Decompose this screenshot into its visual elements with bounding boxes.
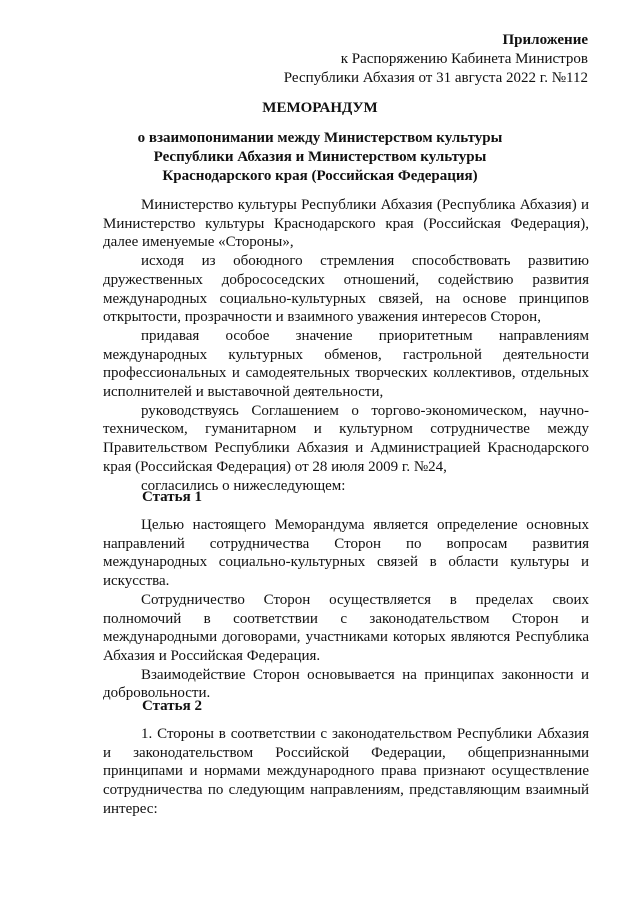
preamble-paragraph: руководствуясь Соглашением о торгово-экономическом, научно-техническом, гуманитарном и культурном сотрудничестве между Правительством Республики Абхазия и Администрацией Краснодарского края (Российская Федерация) от 28 июля 2009 г. №24,	[103, 402, 589, 475]
article-1-heading: Статья 1	[142, 489, 202, 505]
preamble-paragraph: Министерство культуры Республики Абхазия (Республика Абхазия) и Министерство культуры Краснодарского края (Российская Федерация), далее именуемые «Стороны»,	[103, 197, 589, 251]
subtitle-line-2: Республики Абхазия и Министерством культуры	[153, 149, 487, 165]
document-title: МЕМОРАНДУМ	[262, 100, 378, 116]
preamble-paragraph: исходя из обоюдного стремления способствовать развитию дружественных добрососедских отношений, содействию развития международных социально-культурных связей, на основе принципов открытости, прозрачности и взаимного уважения интересов Сторон,	[103, 253, 589, 326]
subtitle-line-1: о взаимопонимании между Министерством культуры	[137, 130, 503, 146]
article-1-paragraph: Целью настоящего Меморандума является определение основных направлений сотрудничества Сторон по вопросам развития международных социально-культурных связей в области культуры и искусства.	[103, 517, 589, 590]
preamble	[103, 196, 589, 495]
subtitle-line-3: Краснодарского края (Российская Федерация)	[162, 168, 478, 184]
preamble-paragraph: согласились о нижеследующем:	[141, 477, 346, 494]
article-1-paragraph: Сотрудничество Сторон осуществляется в пределах своих полномочий в соответствии с законодательством Сторон и международными договорами, участниками которых являются Республика Абхазия и Российская Федерация.	[103, 591, 589, 664]
article-2-paragraph: 1. Стороны в соответствии с законодательством Республики Абхазия и законодательством Российской Федерации, общепризнанными принципами и нормами международного права признают осуществление сотрудничества по следующим направлениям, представляющим взаимный интерес:	[103, 726, 589, 817]
preamble-paragraph: придавая особое значение приоритетным направлениям международных культурных обменов, гастрольной деятельности профессиональных и самодеятельных творческих коллективов, отдельных исполнителей и выставочной деятельности,	[103, 327, 589, 401]
appendix-header	[284, 31, 588, 88]
appendix-line-2: к Распоряжению Кабинета Министров	[340, 51, 588, 67]
appendix-line-3: Республики Абхазия от 31 августа 2022 г. №112	[283, 70, 588, 86]
document-subtitle	[0, 129, 640, 186]
article-1-paragraph: Взаимодействие Сторон основывается на принципах законности и добровольности.	[103, 666, 589, 702]
article-1-body	[103, 516, 589, 703]
article-2-heading: Статья 2	[142, 698, 202, 714]
article-2-body	[103, 725, 589, 819]
appendix-label: Приложение	[502, 32, 588, 48]
